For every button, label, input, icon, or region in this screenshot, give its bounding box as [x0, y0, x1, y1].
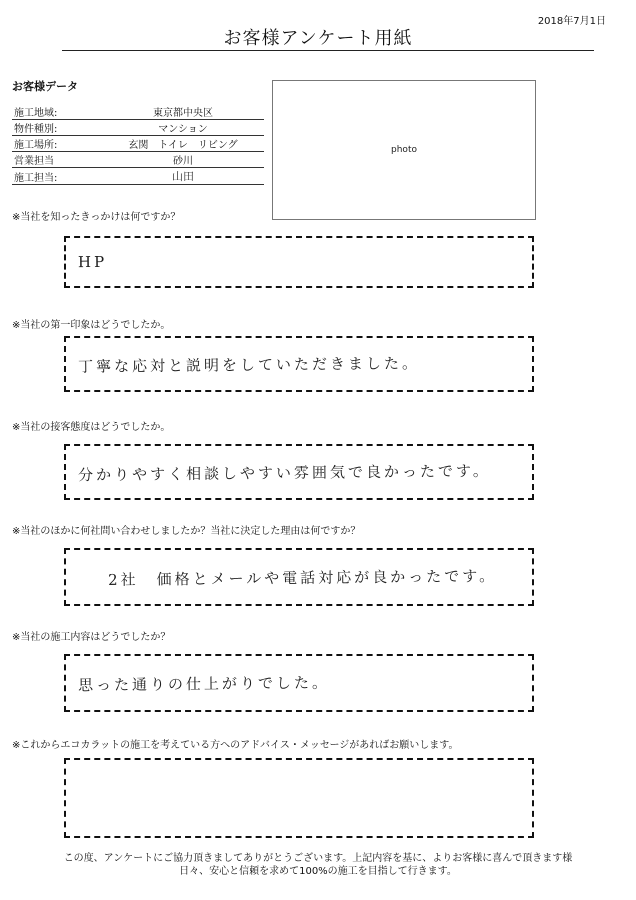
question-3: ※当社の接客態度はどうでしたか。 [12, 422, 171, 433]
customer-info-table [12, 104, 264, 185]
question-2: ※当社の第一印象はどうでしたか。 [12, 320, 171, 331]
question-6: ※これからエコカラットの施工を考えている方へのアドバイス・メッセージがあればお願いします。 [12, 740, 459, 751]
customer-data-label: お客様データ [12, 80, 78, 93]
footer-line-2: 日々、安心と信頼を求めて100%の施工を目指して行きます。 [179, 866, 457, 877]
answer-box-5 [64, 654, 534, 712]
answer-4: 2社 価格とメールや電話対応が良かったです。 [107, 566, 498, 589]
info-row-property-type [12, 120, 264, 136]
answer-box-4 [64, 548, 534, 606]
survey-date: 2018年7月1日 [537, 16, 606, 27]
question-5: ※当社の施工内容はどうでしたか？ [12, 632, 171, 643]
info-row-sales-rep [12, 152, 264, 168]
info-label: 施工地域: [12, 104, 102, 120]
info-label: 営業担当 [12, 152, 102, 168]
answer-1: HP [77, 252, 108, 272]
answer-box-6 [64, 758, 534, 838]
question-4: ※当社のほかに何社問い合わせしましたか？当社に決定した理由は何ですか？ [12, 526, 361, 537]
info-row-area [12, 104, 264, 120]
footer-message [0, 852, 636, 878]
info-value: 砂川 [102, 152, 264, 168]
info-value: 山田 [102, 168, 264, 185]
photo-placeholder [272, 80, 536, 220]
info-value: 東京都中央区 [102, 104, 264, 120]
answer-2: 丁寧な応対と説明をしていただきました。 [77, 353, 421, 376]
info-label: 物件種別: [12, 120, 102, 136]
info-value: マンション [102, 120, 264, 136]
info-label: 施工担当: [12, 168, 102, 185]
answer-box-1 [64, 236, 534, 288]
info-row-location [12, 136, 264, 152]
photo-label: photo [391, 145, 417, 155]
answer-box-2 [64, 336, 534, 392]
answer-3: 分かりやすく相談しやすい雰囲気で良かったです。 [77, 461, 491, 484]
info-value: 玄関 トイレ リビング [102, 136, 264, 152]
page-title: お客様アンケート用紙 [223, 28, 413, 49]
answer-box-3 [64, 444, 534, 500]
footer-line-1: この度、アンケートにご協力頂きましてありがとうございます。上記内容を基に、よりお客様に喜んで頂きます様 [63, 853, 573, 864]
info-row-installer [12, 168, 264, 185]
title-underline [62, 50, 594, 51]
info-label: 施工場所: [12, 136, 102, 152]
question-1: ※当社を知ったきっかけは何ですか？ [12, 212, 181, 223]
answer-5: 思った通りの仕上がりでした。 [77, 673, 331, 694]
